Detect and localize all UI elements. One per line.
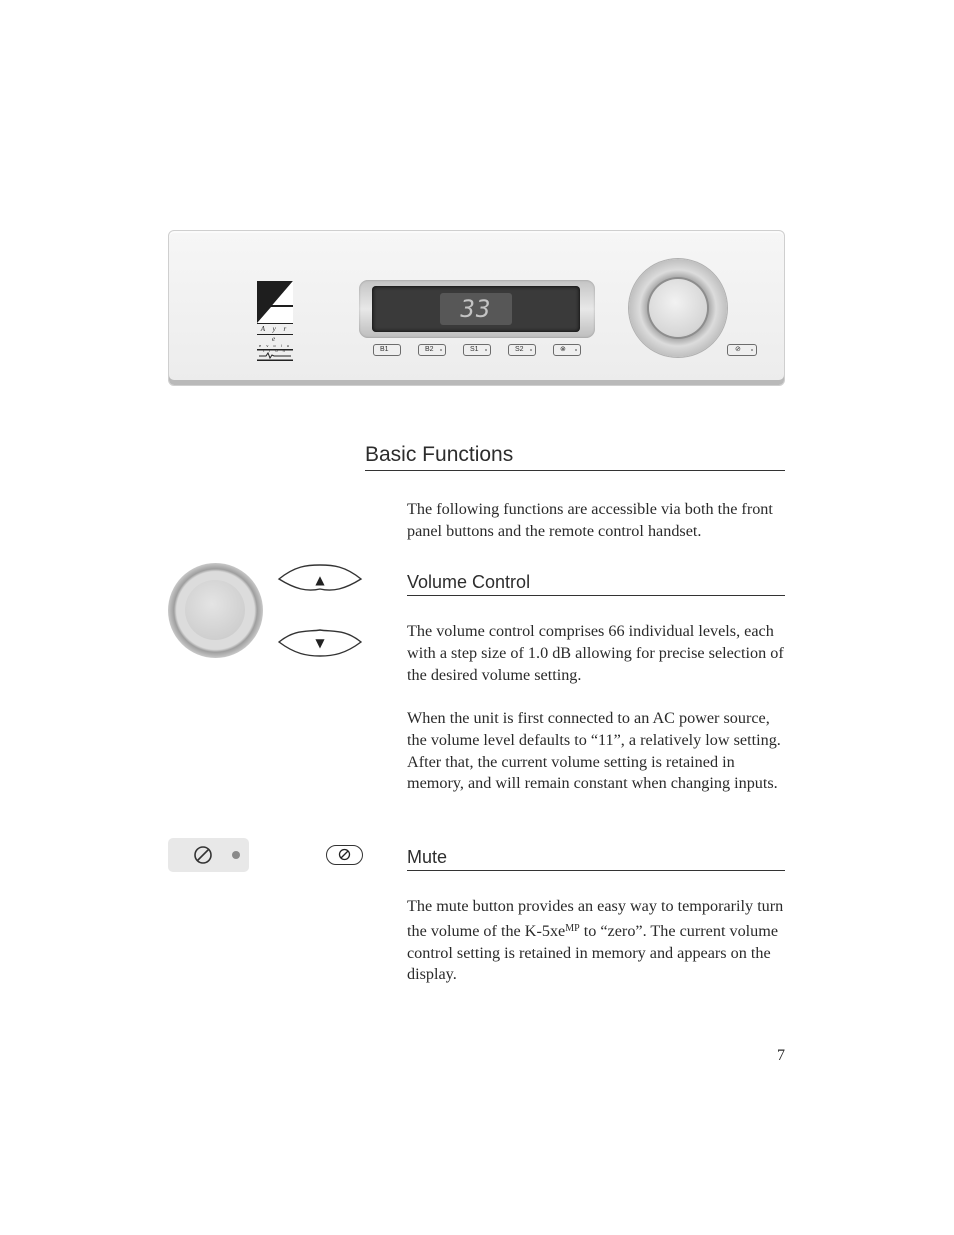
button-label: B2 <box>425 346 434 353</box>
mute-text-part: The mute button provides an easy way to temporarily turn the volume of the K-5xe <box>407 897 784 940</box>
volume-down-button-icon <box>277 626 363 658</box>
ayre-logo-mark-icon <box>257 281 293 323</box>
intro-paragraph: The following functions are accessible via both the front panel buttons and the remote control handset. <box>407 500 773 540</box>
button-label: S2 <box>515 346 524 353</box>
input-button-s1[interactable] <box>463 344 491 356</box>
input-button-tape[interactable] <box>553 344 581 356</box>
volume-paragraph-1: The volume control comprises 66 individual levels, each with a step size of 1.0 dB allowing for precise selection of the desired volume setting. <box>407 622 784 684</box>
button-label: B1 <box>380 346 389 353</box>
page-number: 7 <box>777 1047 785 1064</box>
mute-front-panel-button <box>168 838 249 872</box>
mute-icon: ⊘ <box>735 346 741 353</box>
mute-button[interactable] <box>727 344 757 356</box>
volume-display: 33 <box>440 293 512 325</box>
mute-indicator-led <box>232 851 240 859</box>
front-panel-illustration <box>168 230 785 386</box>
input-button-b2[interactable] <box>418 344 446 356</box>
down-arrow-icon: ▼ <box>315 636 325 650</box>
display-bezel <box>359 280 595 338</box>
input-button-s2[interactable] <box>508 344 536 356</box>
indicator-led <box>530 349 532 351</box>
input-button-b1[interactable] <box>373 344 401 356</box>
volume-up-button-icon <box>277 563 363 595</box>
section-title-mute: Mute <box>407 845 785 871</box>
up-arrow-icon: ▲ <box>315 573 325 587</box>
section-title-basic-functions: Basic Functions <box>365 441 785 471</box>
mute-paragraph <box>407 896 792 986</box>
indicator-led <box>575 349 577 351</box>
volume-knob-cap <box>649 279 707 337</box>
button-label: S1 <box>470 346 479 353</box>
volume-paragraph-2: When the unit is first connected to an AC power source, the volume level defaults to “11”, a relatively low setting. After that, the current volume setting is retained in memory, and will remain constant when changing inputs. <box>407 709 781 793</box>
section-title-volume-control: Volume Control <box>407 570 785 596</box>
indicator-led <box>751 349 753 351</box>
mute-remote-button <box>326 845 363 865</box>
display-screen <box>372 286 580 332</box>
volume-knob-cap <box>185 580 245 640</box>
logo-subtitle: e v o l u <box>258 343 291 348</box>
waveform-icon <box>257 349 293 361</box>
logo-wordmark: A y r e <box>257 323 293 335</box>
mute-text-superscript: MP <box>565 922 580 934</box>
button-label: ⊗ <box>560 346 566 353</box>
indicator-led <box>440 349 442 351</box>
ayre-logo <box>257 281 293 363</box>
volume-knob-illustration <box>168 563 263 658</box>
mute-symbol-icon <box>338 848 351 861</box>
volume-knob[interactable] <box>629 259 727 357</box>
mute-text-part: to “zero”. The current volume control setting is retained in memory and appears on the display. <box>407 921 779 984</box>
mute-symbol-icon <box>193 845 213 865</box>
indicator-led <box>485 349 487 351</box>
